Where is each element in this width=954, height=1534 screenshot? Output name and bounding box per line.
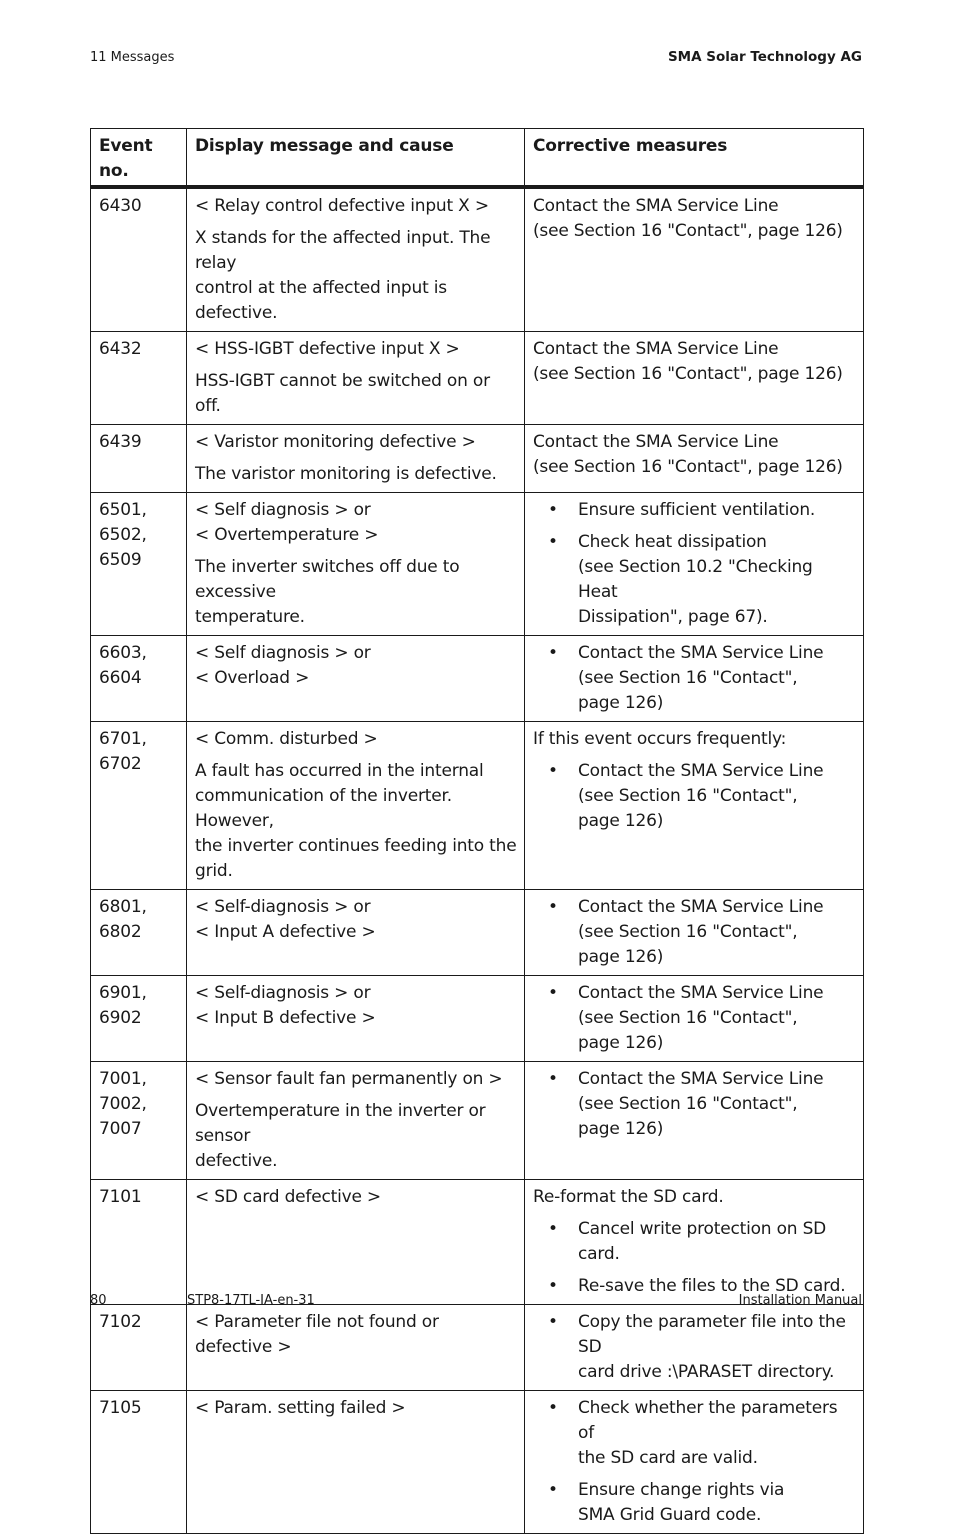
event-number: 6432 bbox=[99, 339, 142, 359]
bullet-text: page 126) bbox=[578, 693, 664, 713]
event-number-cell bbox=[91, 976, 187, 1062]
event-number-cell bbox=[91, 1305, 187, 1391]
display-message: < Parameter file not found or defective > bbox=[195, 1312, 439, 1357]
bullet-icon: • bbox=[548, 1219, 558, 1239]
event-number-cell bbox=[91, 1391, 187, 1534]
display-message: < Self diagnosis > or bbox=[195, 500, 371, 520]
bullet-text: Check heat dissipation bbox=[578, 532, 767, 552]
table-row bbox=[91, 493, 864, 636]
bullet-item bbox=[533, 1396, 857, 1471]
display-message: < Self-diagnosis > or bbox=[195, 983, 371, 1003]
bullet-icon: • bbox=[548, 761, 558, 781]
measure-text: Contact the SMA Service Line bbox=[533, 196, 779, 216]
bullet-text: page 126) bbox=[578, 1119, 664, 1139]
event-number-cell bbox=[91, 890, 187, 976]
bullet-item bbox=[533, 895, 857, 970]
corrective-measures-cell bbox=[525, 1391, 864, 1534]
table-header-row bbox=[91, 129, 864, 188]
event-number: 6902 bbox=[99, 1008, 142, 1028]
bullet-text: (see Section 16 "Contact", bbox=[578, 668, 798, 688]
event-number-cell bbox=[91, 493, 187, 636]
cause-text: HSS-IGBT cannot be switched on or off. bbox=[195, 371, 490, 416]
event-number-cell bbox=[91, 722, 187, 890]
message-cell bbox=[187, 636, 525, 722]
measure-text: (see Section 16 "Contact", page 126) bbox=[533, 364, 843, 384]
cause-text: the inverter continues feeding into the grid. bbox=[195, 836, 517, 881]
table-row bbox=[91, 722, 864, 890]
measures-intro: Re-format the SD card. bbox=[533, 1187, 724, 1207]
event-number: 7002, bbox=[99, 1094, 147, 1114]
bullet-list bbox=[533, 759, 857, 834]
message-cell bbox=[187, 493, 525, 636]
corrective-measures-cell bbox=[525, 1180, 864, 1305]
event-number: 6802 bbox=[99, 922, 142, 942]
bullet-list bbox=[533, 1067, 857, 1142]
cause-text: control at the affected input is defective. bbox=[195, 278, 447, 323]
message-cell bbox=[187, 187, 525, 332]
corrective-measures-cell bbox=[525, 722, 864, 890]
bullet-list bbox=[533, 641, 857, 716]
bullet-text: SMA Grid Guard code. bbox=[578, 1505, 762, 1525]
bullet-list bbox=[533, 1310, 857, 1385]
bullet-item bbox=[533, 641, 857, 716]
bullet-text: Contact the SMA Service Line bbox=[578, 897, 824, 917]
section-header: 11 Messages bbox=[90, 50, 175, 65]
measures-intro: If this event occurs frequently: bbox=[533, 729, 787, 749]
event-number: 7101 bbox=[99, 1187, 142, 1207]
event-number: 6701, bbox=[99, 729, 147, 749]
table-row bbox=[91, 1062, 864, 1180]
bullet-text: Contact the SMA Service Line bbox=[578, 761, 824, 781]
event-number: 6430 bbox=[99, 196, 142, 216]
cause-text: X stands for the affected input. The relay bbox=[195, 228, 491, 273]
bullet-text: (see Section 10.2 "Checking Heat bbox=[578, 557, 813, 602]
page-number: 80 bbox=[90, 1293, 107, 1308]
corrective-measures-cell bbox=[525, 187, 864, 332]
display-message: < Self diagnosis > or bbox=[195, 643, 371, 663]
message-cell bbox=[187, 1180, 525, 1305]
bullet-text: page 126) bbox=[578, 947, 664, 967]
column-header-display-message: Display message and cause bbox=[187, 129, 525, 188]
bullet-text: (see Section 16 "Contact", bbox=[578, 922, 798, 942]
cause-text: defective. bbox=[195, 1151, 278, 1171]
bullet-text: Contact the SMA Service Line bbox=[578, 643, 824, 663]
event-number-cell bbox=[91, 1062, 187, 1180]
display-message: < Self-diagnosis > or bbox=[195, 897, 371, 917]
measure-text: Contact the SMA Service Line bbox=[533, 339, 779, 359]
bullet-text: Check whether the parameters of bbox=[578, 1398, 838, 1443]
bullet-text: Cancel write protection on SD card. bbox=[578, 1219, 827, 1264]
event-number: 7007 bbox=[99, 1119, 142, 1139]
corrective-measures-cell bbox=[525, 1062, 864, 1180]
display-message: < Input B defective > bbox=[195, 1008, 376, 1028]
document-id: STP8-17TL-IA-en-31 bbox=[187, 1293, 315, 1308]
bullet-text: Contact the SMA Service Line bbox=[578, 983, 824, 1003]
cause-text: Overtemperature in the inverter or sensor bbox=[195, 1101, 486, 1146]
bullet-icon: • bbox=[548, 897, 558, 917]
message-cell bbox=[187, 1062, 525, 1180]
bullet-list bbox=[533, 1217, 857, 1299]
table-row bbox=[91, 332, 864, 425]
display-message: < SD card defective > bbox=[195, 1187, 381, 1207]
bullet-icon: • bbox=[548, 1312, 558, 1332]
company-name: SMA Solar Technology AG bbox=[667, 49, 862, 65]
event-messages-table bbox=[90, 128, 864, 1534]
cause-text: The varistor monitoring is defective. bbox=[195, 464, 497, 484]
table-row bbox=[91, 636, 864, 722]
event-number: 6603, bbox=[99, 643, 147, 663]
event-number: 6702 bbox=[99, 754, 142, 774]
bullet-text: the SD card are valid. bbox=[578, 1448, 758, 1468]
display-message: < Varistor monitoring defective > bbox=[195, 432, 476, 452]
bullet-list bbox=[533, 1396, 857, 1528]
event-number: 7102 bbox=[99, 1312, 142, 1332]
bullet-text: Ensure change rights via bbox=[578, 1480, 785, 1500]
bullet-icon: • bbox=[548, 1480, 558, 1500]
measure-text: (see Section 16 "Contact", page 126) bbox=[533, 221, 843, 241]
event-number: 7105 bbox=[99, 1398, 142, 1418]
bullet-item bbox=[533, 1478, 857, 1528]
bullet-list bbox=[533, 895, 857, 970]
corrective-measures-cell bbox=[525, 1305, 864, 1391]
bullet-text: Copy the parameter file into the SD bbox=[578, 1312, 846, 1357]
message-cell bbox=[187, 425, 525, 493]
bullet-item bbox=[533, 981, 857, 1056]
event-number: 6901, bbox=[99, 983, 147, 1003]
message-cell bbox=[187, 890, 525, 976]
cause-text: A fault has occurred in the internal bbox=[195, 761, 484, 781]
bullet-icon: • bbox=[548, 1398, 558, 1418]
bullet-item bbox=[533, 498, 857, 523]
message-cell bbox=[187, 722, 525, 890]
table-row bbox=[91, 1305, 864, 1391]
bullet-text: Dissipation", page 67). bbox=[578, 607, 768, 627]
message-cell bbox=[187, 332, 525, 425]
event-number: 6502, bbox=[99, 525, 147, 545]
table-row bbox=[91, 1391, 864, 1534]
bullet-text: (see Section 16 "Contact", bbox=[578, 1094, 798, 1114]
display-message: < Comm. disturbed > bbox=[195, 729, 378, 749]
measure-text: (see Section 16 "Contact", page 126) bbox=[533, 457, 843, 477]
display-message: < Input A defective > bbox=[195, 922, 376, 942]
bullet-list bbox=[533, 981, 857, 1056]
bullet-item bbox=[533, 759, 857, 834]
bullet-icon: • bbox=[548, 643, 558, 663]
display-message: < Sensor fault fan permanently on > bbox=[195, 1069, 503, 1089]
corrective-measures-cell bbox=[525, 425, 864, 493]
table-row bbox=[91, 976, 864, 1062]
message-cell bbox=[187, 1391, 525, 1534]
event-number: 6801, bbox=[99, 897, 147, 917]
bullet-icon: • bbox=[548, 500, 558, 520]
table-row bbox=[91, 890, 864, 976]
bullet-text: page 126) bbox=[578, 1033, 664, 1053]
display-message: < Overtemperature > bbox=[195, 525, 379, 545]
corrective-measures-cell bbox=[525, 890, 864, 976]
bullet-icon: • bbox=[548, 1276, 558, 1296]
event-number: 7001, bbox=[99, 1069, 147, 1089]
document-title: Installation Manual bbox=[738, 1293, 862, 1308]
bullet-text: (see Section 16 "Contact", bbox=[578, 786, 798, 806]
event-number-cell bbox=[91, 425, 187, 493]
display-message: < Param. setting failed > bbox=[195, 1398, 406, 1418]
column-header-event-no: Event no. bbox=[91, 129, 187, 188]
event-number: 6439 bbox=[99, 432, 142, 452]
bullet-list bbox=[533, 498, 857, 630]
display-message: < HSS-IGBT defective input X > bbox=[195, 339, 460, 359]
bullet-icon: • bbox=[548, 532, 558, 552]
bullet-icon: • bbox=[548, 1069, 558, 1089]
corrective-measures-cell bbox=[525, 636, 864, 722]
cause-text: temperature. bbox=[195, 607, 305, 627]
measure-text: Contact the SMA Service Line bbox=[533, 432, 779, 452]
corrective-measures-cell bbox=[525, 493, 864, 636]
bullet-item bbox=[533, 530, 857, 630]
event-number-cell bbox=[91, 187, 187, 332]
bullet-item bbox=[533, 1310, 857, 1385]
cause-text: The inverter switches off due to excessive bbox=[195, 557, 460, 602]
bullet-text: Re-save the files to the SD card. bbox=[578, 1276, 846, 1296]
display-message: < Relay control defective input X > bbox=[195, 196, 489, 216]
table-row bbox=[91, 1180, 864, 1305]
message-cell bbox=[187, 976, 525, 1062]
event-number-cell bbox=[91, 636, 187, 722]
bullet-text: (see Section 16 "Contact", bbox=[578, 1008, 798, 1028]
bullet-icon: • bbox=[548, 983, 558, 1003]
event-number-cell bbox=[91, 332, 187, 425]
bullet-text: card drive :\PARASET directory. bbox=[578, 1362, 835, 1382]
event-number-cell bbox=[91, 1180, 187, 1305]
event-number: 6509 bbox=[99, 550, 142, 570]
corrective-measures-cell bbox=[525, 332, 864, 425]
column-header-corrective-measures: Corrective measures bbox=[525, 129, 864, 188]
bullet-text: Ensure sufficient ventilation. bbox=[578, 500, 816, 520]
display-message: < Overload > bbox=[195, 668, 310, 688]
bullet-text: page 126) bbox=[578, 811, 664, 831]
message-cell bbox=[187, 1305, 525, 1391]
bullet-item bbox=[533, 1217, 857, 1267]
corrective-measures-cell bbox=[525, 976, 864, 1062]
cause-text: communication of the inverter. However, bbox=[195, 786, 452, 831]
table-row bbox=[91, 187, 864, 332]
bullet-text: Contact the SMA Service Line bbox=[578, 1069, 824, 1089]
table-row bbox=[91, 425, 864, 493]
event-number: 6604 bbox=[99, 668, 142, 688]
event-number: 6501, bbox=[99, 500, 147, 520]
bullet-item bbox=[533, 1067, 857, 1142]
